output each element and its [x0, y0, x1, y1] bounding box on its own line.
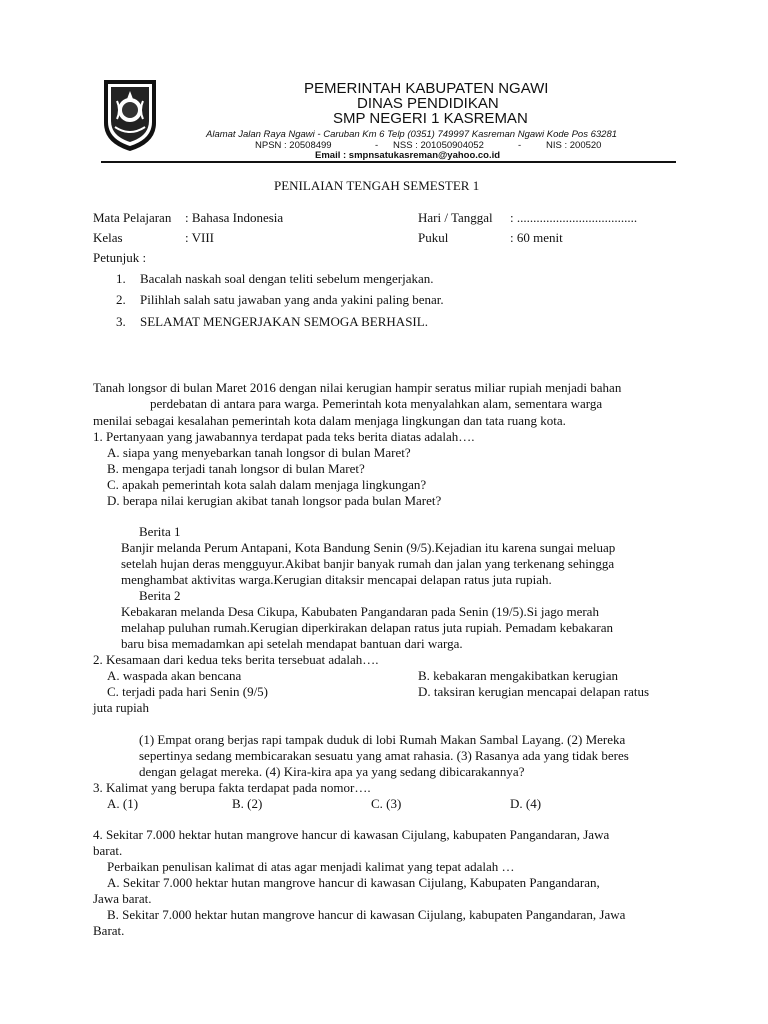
q2-berita1-line-1: Banjir melanda Perum Antapani, Kota Bandung Senin (9/5).Kejadian itu karena sungai meluap — [121, 540, 616, 555]
q1-option-b: B. mengapa terjadi tanah longsor di bulan Maret? — [107, 461, 365, 476]
q2-berita1-title: Berita 1 — [139, 524, 181, 539]
q3-passage-line-2: sepertinya sedang membicarakan sesuatu yang amat rahasia. (3) Rasanya ada yang tidak beres — [139, 748, 629, 763]
q1-question: 1. Pertanyaan yang jawabannya terdapat pada teks berita diatas adalah…. — [93, 429, 475, 444]
time-value: : 60 menit — [510, 230, 563, 245]
q1-option-c: C. apakah pemerintah kota salah dalam menjaga lingkungan? — [107, 477, 427, 492]
letterhead-nss: NSS : 201050904052 — [393, 140, 484, 151]
q1-passage-line-3: menilai sebagai kesalahan pemerintah kota dalam menjaga lingkungan dan tata ruang kota. — [93, 413, 566, 428]
instruction-num-3: 3. — [116, 314, 126, 329]
regency-emblem-logo — [101, 77, 159, 153]
q4-option-a-line-1: A. Sekitar 7.000 hektar hutan mangrove hancur di kawasan Cijulang, Kabupaten Pangandaran, — [107, 875, 600, 890]
letterhead-department: DINAS PENDIDIKAN — [357, 95, 499, 112]
q2-berita1-line-3: menghambat aktivitas warga.Kerugian ditaksir mencapai delapan ratus juta rupiah. — [121, 572, 552, 587]
q2-berita2-line-3: baru bisa memadamkan api setelah mendapat bantuan dari warga. — [121, 636, 463, 651]
instruction-text-2: Pilihlah salah satu jawaban yang anda yakini paling benar. — [140, 292, 444, 307]
subject-label: Mata Pelajaran — [93, 210, 172, 225]
day-label: Hari / Tanggal — [418, 210, 493, 225]
letterhead-address: Alamat Jalan Raya Ngawi - Caruban Km 6 Telp (0351) 749997 Kasreman Ngawi Kode Pos 63281 — [206, 129, 618, 140]
letterhead-divider — [101, 161, 676, 163]
instruction-num-1: 1. — [116, 271, 126, 286]
q1-passage-line-2: perdebatan di antara para warga. Pemerintah kota menyalahkan alam, sementara warga — [150, 396, 603, 411]
q2-option-c: C. terjadi pada hari Senin (9/5) — [107, 684, 269, 699]
letterhead-nis: NIS : 200520 — [546, 140, 602, 151]
q4-sentence-line-1: 4. Sekitar 7.000 hektar hutan mangrove hancur di kawasan Cijulang, kabupaten Pangandaran, Jawa — [93, 827, 610, 842]
q3-passage-line-1: (1) Empat orang berjas rapi tampak duduk di lobi Rumah Makan Sambal Layang. (2) Mereka — [139, 732, 626, 747]
q2-berita2-line-2: melahap puluhan rumah.Kerugian diperkirakan delapan ratus juta rupiah. Pemadam kebakaran — [121, 620, 614, 635]
time-label: Pukul — [418, 230, 449, 245]
q2-berita1-line-2: setelah hujan deras mengguyur.Akibat banjir banyak rumah dan jalan yang terkenang sehingga — [121, 556, 615, 571]
exam-title: PENILAIAN TENGAH SEMESTER 1 — [274, 178, 480, 193]
q1-option-a: A. siapa yang menyebarkan tanah longsor di bulan Maret? — [107, 445, 411, 460]
day-value: : ..................................... — [510, 210, 638, 225]
instruction-num-2: 2. — [116, 292, 126, 307]
q3-question: 3. Kalimat yang berupa fakta terdapat pada nomor…. — [93, 780, 371, 795]
q4-option-b-line-2: Barat. — [93, 923, 125, 938]
instructions-label: Petunjuk : — [93, 250, 147, 265]
instruction-text-1: Bacalah naskah soal dengan teliti sebelum mengerjakan. — [140, 271, 434, 286]
q2-option-a: A. waspada akan bencana — [107, 668, 242, 683]
q4-option-b-line-1: B. Sekitar 7.000 hektar hutan mangrove hancur di kawasan Cijulang, kabupaten Pangandaran, Jawa — [107, 907, 626, 922]
class-label: Kelas — [93, 230, 123, 245]
letterhead-dash-1: - — [375, 140, 379, 151]
q2-berita2-line-1: Kebakaran melanda Desa Cikupa, Kabubaten Pangandaran pada Senin (19/5).Si jago merah — [121, 604, 599, 619]
q3-option-d: D. (4) — [510, 796, 542, 811]
q3-option-a: A. (1) — [107, 796, 139, 811]
q1-passage-line-1: Tanah longsor di bulan Maret 2016 dengan nilai kerugian hampir seratus miliar rupiah menjadi bahan — [93, 380, 622, 395]
q2-question: 2. Kesamaan dari kedua teks berita tersebuat adalah…. — [93, 652, 379, 667]
q1-option-d: D. berapa nilai kerugian akibat tanah longsor pada bulan Maret? — [107, 493, 442, 508]
q4-question: Perbaikan penulisan kalimat di atas agar menjadi kalimat yang tepat adalah … — [107, 859, 515, 874]
letterhead-government: PEMERINTAH KABUPATEN NGAWI — [304, 80, 549, 97]
instruction-text-3: SELAMAT MENGERJAKAN SEMOGA BERHASIL. — [140, 314, 428, 329]
q3-option-b: B. (2) — [232, 796, 263, 811]
letterhead-email: Email : smpnsatukasreman@yahoo.co.id — [315, 150, 501, 161]
letterhead-school: SMP NEGERI 1 KASREMAN — [333, 110, 528, 127]
q2-option-b: B. kebakaran mengakibatkan kerugian — [418, 668, 618, 683]
subject-value: : Bahasa Indonesia — [185, 210, 284, 225]
q4-option-a-line-2: Jawa barat. — [93, 891, 152, 906]
letterhead-npsn: NPSN : 20508499 — [255, 140, 332, 151]
q2-option-d: D. taksiran kerugian mencapai delapan ratus — [418, 684, 650, 699]
q2-berita2-title: Berita 2 — [139, 588, 181, 603]
class-value: : VIII — [185, 230, 215, 245]
letterhead-dash-2: - — [518, 140, 522, 151]
q3-option-c: C. (3) — [371, 796, 402, 811]
q2-option-d-continued: juta rupiah — [93, 700, 149, 715]
q4-sentence-line-2: barat. — [93, 843, 123, 858]
q3-passage-line-3: dengan gelagat mereka. (4) Kira-kira apa ya yang sedang dibicarakannya? — [139, 764, 525, 779]
